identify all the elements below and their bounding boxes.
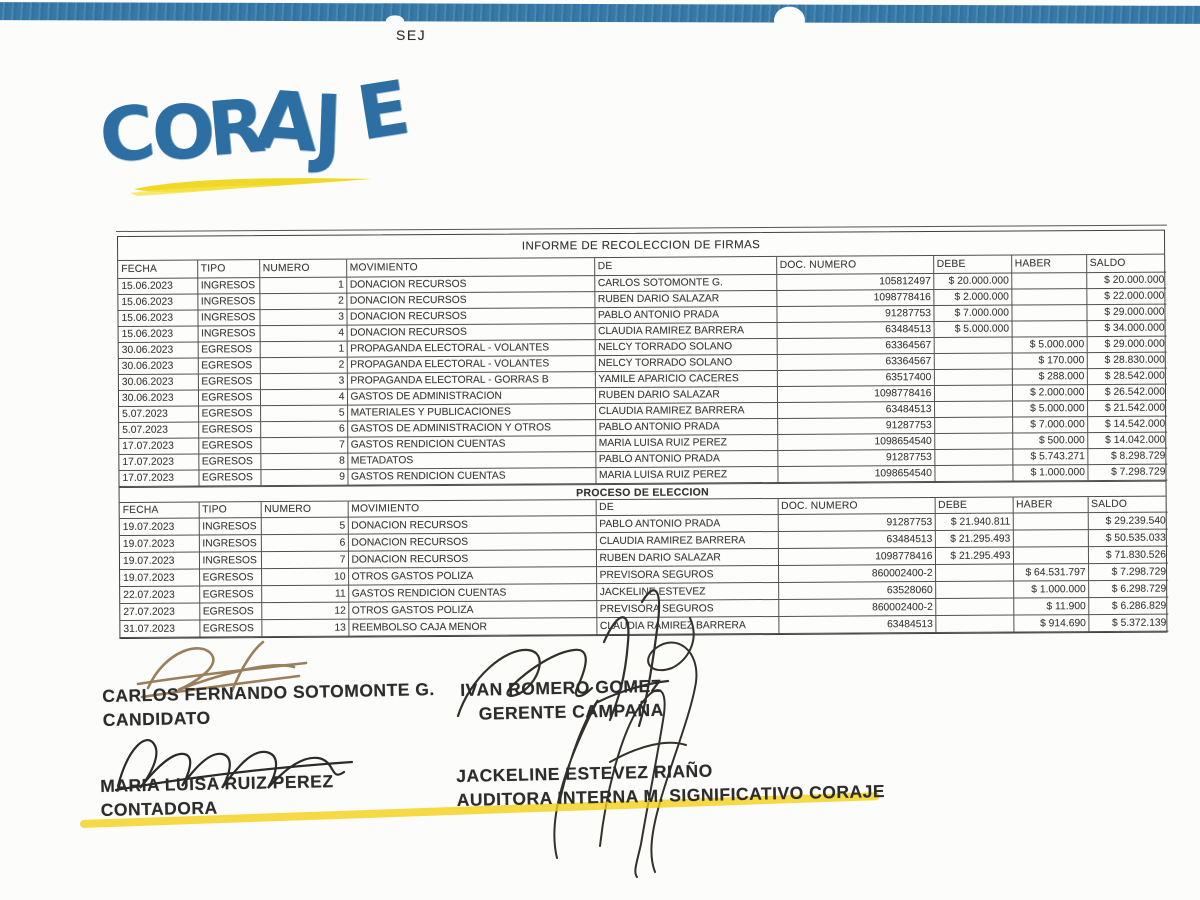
table-cell: 7 — [260, 437, 347, 454]
table-cell: 91287753 — [777, 417, 934, 434]
table-cell: INGRESOS — [199, 518, 261, 535]
table-cell: PABLO ANTONIO PRADA — [595, 450, 777, 467]
table-cell: GASTOS DE ADMINISTRACION — [347, 387, 595, 405]
table-cell: $ 29.000.000 — [1087, 336, 1167, 352]
table-cell: 63484513 — [778, 531, 935, 549]
table-cell: 19.07.2023 — [120, 552, 199, 569]
table-cell: EGRESOS — [199, 620, 261, 637]
table-cell: INGRESOS — [199, 535, 261, 552]
table-cell: DONACION RECURSOS — [346, 275, 594, 293]
table-cell: 3 — [259, 309, 346, 326]
table-cell — [1011, 272, 1086, 288]
table-cell: 1 — [259, 277, 346, 294]
signatory-name: JACKELINE ESTEVEZ RIAÑO — [456, 760, 713, 786]
column-header: DEBE — [933, 256, 1011, 273]
table-cell: $ 26.542.000 — [1087, 384, 1167, 400]
signatory-auditor — [456, 755, 885, 812]
table-cell: $ 6.298.729 — [1088, 580, 1168, 597]
table-cell: PROPAGANDA ELECTORAL - GORRAS B — [347, 371, 595, 389]
scan-notch — [386, 15, 404, 26]
column-header: TIPO — [197, 260, 259, 277]
table-cell: DONACION RECURSOS — [348, 516, 596, 535]
signatory-accountant — [100, 769, 334, 822]
table-cell: DONACION RECURSOS — [346, 291, 594, 309]
column-header: DOC. NUMERO — [778, 498, 935, 515]
column-header: SALDO — [1086, 255, 1166, 272]
table-cell: PREVISORA SEGUROS — [596, 599, 778, 617]
table-cell: $ 28.542.000 — [1087, 368, 1167, 384]
table-cell: INGRESOS — [199, 552, 261, 569]
table-cell — [1013, 547, 1088, 564]
table-cell: $ 7.298.729 — [1087, 464, 1167, 480]
table-cell: 17.07.2023 — [119, 470, 198, 486]
table-cell: 1098778416 — [777, 385, 934, 402]
table-cell: 11 — [261, 585, 348, 603]
table-cell: CLAUDIA RAMIREZ BARRERA — [595, 402, 777, 419]
table-cell: 105812497 — [776, 273, 933, 290]
table-cell: 22.07.2023 — [120, 586, 199, 603]
table-cell: 30.06.2023 — [119, 342, 198, 358]
signatory-role: GERENTE CAMPAÑA — [478, 699, 665, 724]
table-cell: 15.06.2023 — [118, 294, 197, 310]
table-cell: 5 — [260, 405, 347, 422]
logo-letter: C — [94, 89, 160, 181]
table-cell: 31.07.2023 — [120, 620, 199, 637]
coraje-logo — [94, 64, 415, 211]
table-cell — [935, 598, 1013, 615]
table-cell — [1012, 320, 1087, 336]
table-cell: EGRESOS — [199, 603, 261, 620]
table-cell: RUBEN DARIO SALAZAR — [595, 386, 777, 403]
table-cell: GASTOS RENDICION CUENTAS — [348, 584, 596, 603]
table-cell: EGRESOS — [198, 421, 260, 437]
table-cell: $ 71.830.526 — [1088, 546, 1168, 563]
table-cell: 1098778416 — [778, 548, 935, 566]
table-cell: PABLO ANTONIO PRADA — [596, 514, 778, 532]
table-cell: $ 5.000.000 — [1012, 336, 1087, 352]
table-cell: $ 5.000.000 — [934, 321, 1012, 337]
table-cell: CLAUDIA RAMIREZ BARRERA — [596, 616, 778, 634]
table-cell: EGRESOS — [198, 469, 260, 485]
table-cell: 3 — [260, 373, 347, 390]
table-cell: 27.07.2023 — [120, 603, 199, 620]
table-cell: 9 — [260, 469, 347, 486]
table-cell: 4 — [260, 325, 347, 342]
table-cell — [934, 337, 1012, 353]
report-document — [117, 230, 1167, 639]
table-cell: 63364567 — [777, 353, 934, 370]
logo-letter: J — [312, 77, 344, 177]
table-cell: 17.07.2023 — [119, 438, 198, 454]
table-cell — [934, 417, 1012, 433]
table-cell — [1013, 530, 1088, 547]
table-cell: $ 170.000 — [1012, 352, 1087, 368]
table-cell: 30.06.2023 — [119, 374, 198, 390]
table-cell: 91287753 — [776, 305, 933, 322]
table-cell: DONACION RECURSOS — [348, 550, 596, 569]
signatory-name: MARIA LUISA RUIZ PEREZ — [100, 771, 334, 796]
table-cell: 6 — [261, 534, 348, 552]
table-cell: OTROS GASTOS POLIZA — [348, 567, 596, 586]
column-header: HABER — [1013, 497, 1088, 513]
table-cell: METADATOS — [347, 451, 595, 469]
table-cell: DONACION RECURSOS — [348, 533, 596, 552]
table-cell: EGRESOS — [198, 437, 260, 453]
table-cell — [934, 401, 1012, 417]
table-cell: $ 22.000.000 — [1086, 288, 1166, 304]
table-cell: $ 5.372.139 — [1088, 614, 1168, 631]
punch-hole — [774, 7, 805, 35]
logo-letter: O — [149, 88, 218, 178]
table-cell: $ 2.000.000 — [1012, 384, 1087, 400]
column-header: DE — [594, 257, 776, 275]
table-cell — [1013, 513, 1088, 530]
table-cell: $ 64.531.797 — [1013, 564, 1088, 581]
table-cell: $ 288.000 — [1012, 368, 1087, 384]
logo-letter: A — [252, 73, 321, 171]
table-cell: EGRESOS — [199, 586, 261, 603]
table-cell: 5.07.2023 — [119, 422, 198, 438]
table-cell: GASTOS RENDICION CUENTAS — [347, 435, 595, 453]
table-cell: 63484513 — [777, 321, 934, 338]
table-cell: EGRESOS — [198, 341, 260, 357]
table-cell: 860002400-2 — [778, 599, 935, 617]
table-cell: $ 34.000.000 — [1087, 320, 1167, 336]
table-cell: 5 — [261, 517, 348, 535]
table-cell: $ 5.000.000 — [1012, 400, 1087, 416]
table-cell: 30.06.2023 — [119, 358, 198, 374]
table-cell: NELCY TORRADO SOLANO — [595, 338, 777, 355]
table-cell: 8 — [260, 453, 347, 470]
table-cell: 17.07.2023 — [119, 454, 198, 470]
table-cell: 15.06.2023 — [118, 278, 197, 294]
table-cell: 30.06.2023 — [119, 390, 198, 406]
scan-top-bar — [0, 2, 1200, 24]
table-cell: 1 — [260, 341, 347, 358]
table-cell: REEMBOLSO CAJA MENOR — [348, 618, 596, 637]
table-cell: EGRESOS — [198, 357, 260, 373]
table-cell: $ 14.542.000 — [1087, 416, 1167, 432]
table-cell: EGRESOS — [198, 405, 260, 421]
table-cell: INGRESOS — [197, 277, 259, 293]
column-header: SALDO — [1088, 496, 1168, 512]
table-cell: MARIA LUISA RUIZ PEREZ — [595, 466, 777, 483]
column-header: TIPO — [199, 502, 261, 518]
column-header: FECHA — [118, 261, 197, 278]
report-title: INFORME DE RECOLECCION DE FIRMAS — [118, 231, 1164, 261]
table-cell: EGRESOS — [198, 389, 260, 405]
table-cell: PABLO ANTONIO PRADA — [595, 418, 777, 435]
table-cell — [934, 465, 1012, 481]
table-cell: 12 — [261, 602, 348, 620]
table-cell: EGRESOS — [198, 373, 260, 389]
table-cell: 2 — [259, 293, 346, 310]
table-cell: 19.07.2023 — [120, 535, 199, 552]
signatory-name: IVAN ROMERO GOMEZ — [460, 675, 663, 700]
table-cell: 63484513 — [778, 616, 935, 634]
signatory-role: AUDITORA INTERNA M. SIGNIFICATIVO CORAJE — [456, 781, 886, 810]
table-cell: $ 29.000.000 — [1086, 304, 1166, 320]
table-cell: 63484513 — [777, 401, 934, 418]
column-header: NUMERO — [259, 260, 346, 278]
column-header: DOC. NUMERO — [776, 256, 933, 274]
table-cell: GASTOS RENDICION CUENTAS — [347, 467, 595, 485]
column-header: NUMERO — [261, 501, 348, 518]
table-cell: $ 6.286.829 — [1088, 597, 1168, 614]
table-cell: CLAUDIA RAMIREZ BARRERA — [595, 322, 777, 339]
table-cell: $ 21.542.000 — [1087, 400, 1167, 416]
table-cell: $ 7.000.000 — [933, 305, 1011, 321]
table-cell: 10 — [261, 568, 348, 586]
signatory-candidate — [102, 677, 436, 732]
table-cell: 2 — [260, 357, 347, 374]
signatory-role: CONTADORA — [100, 797, 218, 820]
table-cell — [934, 385, 1012, 401]
table-cell: 15.06.2023 — [119, 326, 198, 342]
sej-stamp: SEJ — [396, 27, 427, 43]
table-cell: $ 8.298.729 — [1087, 448, 1167, 464]
table-cell: EGRESOS — [198, 453, 260, 469]
table-cell: 1098778416 — [776, 289, 933, 306]
table-cell: $ 5.743.271 — [1012, 448, 1087, 464]
table-cell: 15.06.2023 — [118, 310, 197, 326]
column-header: MOVIMIENTO — [346, 258, 594, 277]
table-cell: 91287753 — [777, 449, 934, 466]
table-cell: DONACION RECURSOS — [346, 307, 594, 325]
signatory-name: CARLOS FERNANDO SOTOMONTE G. — [102, 679, 435, 706]
table-cell: $ 7.298.729 — [1088, 563, 1168, 580]
table-cell — [1011, 304, 1086, 320]
table-cell: CLAUDIA RAMIREZ BARRERA — [596, 531, 778, 549]
table-cell: YAMILE APARICIO CACERES — [595, 370, 777, 387]
table-cell: 19.07.2023 — [120, 518, 199, 535]
table-cell: CARLOS SOTOMONTE G. — [594, 274, 776, 291]
table-cell: 19.07.2023 — [120, 569, 199, 586]
signatory-manager — [460, 674, 664, 726]
table-cell: $ 11.900 — [1013, 598, 1088, 615]
table-cell: $ 20.000.000 — [933, 273, 1011, 289]
table-cell: 13 — [261, 619, 348, 637]
table-cell: $ 21.940.811 — [935, 513, 1013, 530]
table-cell: PREVISORA SEGUROS — [596, 565, 778, 583]
column-header: DEBE — [935, 497, 1013, 513]
table-cell: RUBEN DARIO SALAZAR — [596, 548, 778, 566]
table-cell — [934, 449, 1012, 465]
table-cell: 7 — [261, 551, 348, 569]
table-cell: $ 914.690 — [1013, 615, 1088, 632]
table-cell: $ 1.000.000 — [1013, 581, 1088, 598]
table-cell: MATERIALES Y PUBLICACIONES — [347, 403, 595, 421]
table-cell — [934, 353, 1012, 369]
table-cell: OTROS GASTOS POLIZA — [348, 601, 596, 620]
signatory-role: CANDIDATO — [102, 707, 211, 730]
table-cell: DONACION RECURSOS — [347, 323, 595, 341]
column-header: HABER — [1011, 255, 1086, 272]
table-cell: 91287753 — [778, 514, 935, 532]
table-cell: 4 — [260, 389, 347, 406]
table-cell — [935, 581, 1013, 598]
table-cell: 63517400 — [777, 369, 934, 386]
table-cell: 63528060 — [778, 582, 935, 600]
logo-letter: R — [204, 82, 269, 174]
table-cell: $ 500.000 — [1012, 432, 1087, 448]
table-cell: GASTOS DE ADMINISTRACION Y OTROS — [347, 419, 595, 437]
table-cell: $ 2.000.000 — [933, 289, 1011, 305]
table-cell: $ 20.000.000 — [1086, 272, 1166, 288]
table-cell: 1098654540 — [777, 465, 934, 482]
column-header: MOVIMIENTO — [348, 500, 596, 518]
table-cell: 1098654540 — [777, 433, 934, 450]
table-cell: EGRESOS — [199, 569, 261, 586]
table-cell — [934, 369, 1012, 385]
table-cell: RUBEN DARIO SALAZAR — [594, 290, 776, 307]
table-cell: 6 — [260, 421, 347, 438]
table-cell: MARIA LUISA RUIZ PEREZ — [595, 434, 777, 451]
table-cell: PABLO ANTONIO PRADA — [594, 306, 776, 323]
table-cell: 63364567 — [777, 337, 934, 354]
table-cell — [935, 564, 1013, 581]
table-cell: $ 1.000.000 — [1012, 464, 1087, 480]
table-cell — [935, 615, 1013, 632]
logo-letter: E — [351, 64, 415, 158]
table-cell: PROPAGANDA ELECTORAL - VOLANTES — [347, 339, 595, 357]
table-cell — [934, 433, 1012, 449]
table-cell — [1011, 288, 1086, 304]
section2-title: PROCESO DE ELECCION — [120, 480, 1166, 502]
column-header: DE — [596, 498, 778, 515]
table-cell: $ 21.295.493 — [935, 530, 1013, 547]
signatures-collection-table — [118, 255, 1167, 487]
table-cell: $ 21.295.493 — [935, 547, 1013, 564]
table-cell: $ 29.239.540 — [1088, 512, 1168, 529]
table-cell: INGRESOS — [197, 309, 259, 325]
table-cell: $ 50.535.033 — [1088, 529, 1168, 546]
table-cell: INGRESOS — [197, 293, 259, 309]
table-cell: INGRESOS — [198, 325, 260, 341]
election-process-table — [120, 496, 1169, 638]
table-cell: $ 28.830.000 — [1087, 352, 1167, 368]
table-cell: JACKELINE ESTEVEZ — [596, 582, 778, 600]
table-cell: PROPAGANDA ELECTORAL - VOLANTES — [347, 355, 595, 373]
column-header: FECHA — [120, 502, 199, 518]
table-cell: NELCY TORRADO SOLANO — [595, 354, 777, 371]
table-cell: 5.07.2023 — [119, 406, 198, 422]
auditor-signature — [554, 618, 696, 877]
table-cell: $ 14.042.000 — [1087, 432, 1167, 448]
table-cell: 860002400-2 — [778, 565, 935, 583]
table-cell: $ 7.000.000 — [1012, 416, 1087, 432]
